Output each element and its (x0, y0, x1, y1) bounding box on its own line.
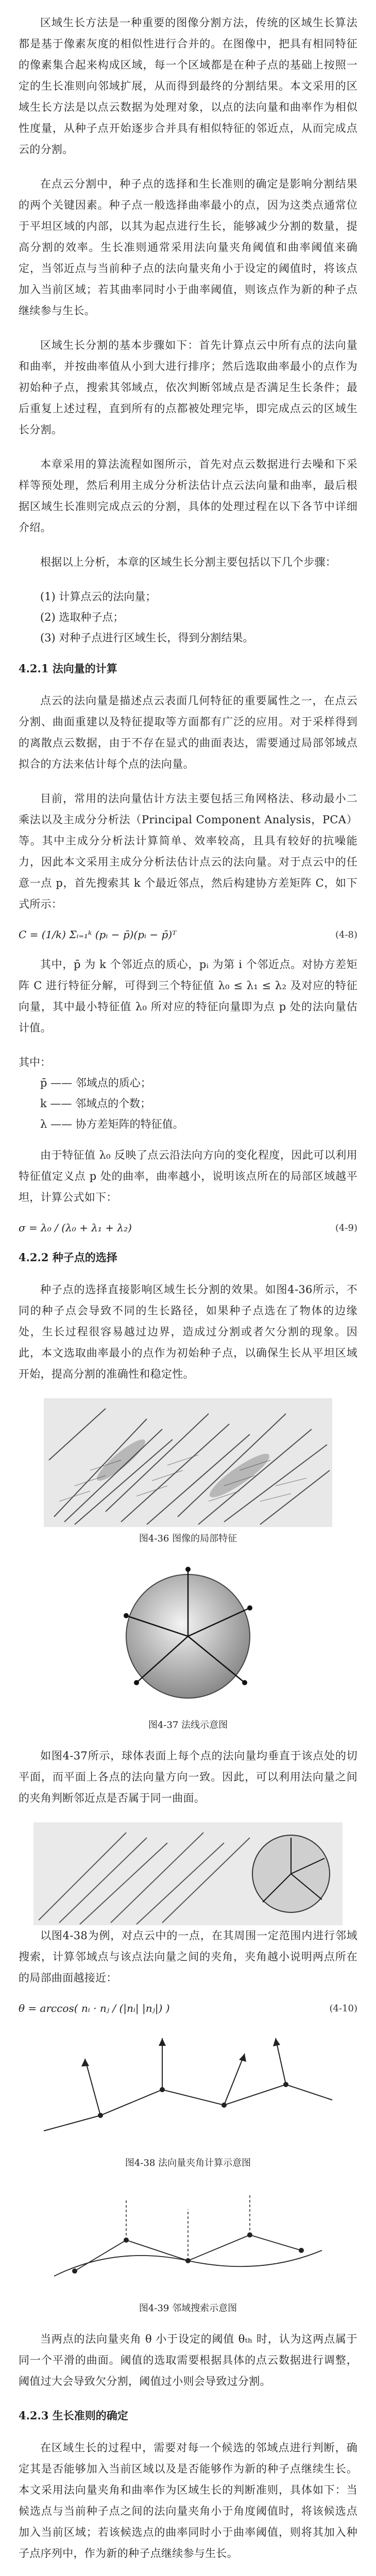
formula-expression: θ = arccos( nᵢ · nⱼ / (|nᵢ| |nⱼ|) ) (19, 2002, 170, 2014)
list-item: k —— 邻域点的个数； (40, 1097, 151, 1110)
paragraph: 其中，p̄ 为 k 个邻近点的质心，pᵢ 为第 i 个邻近点。对协方差矩阵 C 进行特征分解，可得到三个特征值 λ₀ ≤ λ₁ ≤ λ₂ 及对应的特征向量，其中最小特征值 λ₀ 所对应的特征向量即为点 p 处的法向量估计值。 (19, 958, 357, 1034)
neighborhood-search-diagram (44, 2183, 332, 2297)
where-list (0, 1052, 376, 1134)
paragraph: 根据以上分析，本章的区域生长分割主要包括以下几个步骤： (40, 556, 337, 568)
sphere-normals-diagram (95, 1559, 281, 1714)
paragraph: 在点云分割中，种子点的选择和生长准则的确定是影响分割结果的两个关键因素。种子点一般选择曲率最小的点，因为这类点通常位于平坦区域的内部，以其为起点进行生长，能够减少分割的数量，提高分割的效率。生长准则通常采用法向量夹角阈值和曲率阈值来确定，当邻近点与当前种子点的法向量夹角小于设定的阈值时，将该点加入当前区域；若其曲率同时小于曲率阈值，则该点作为新的种子点继续参与生长。 (19, 178, 357, 317)
formula-number: (4-8) (335, 929, 357, 940)
section-heading: 4.2.1 法向量的计算 (19, 662, 117, 675)
paragraph: 由于特征值 λ₀ 反映了点云沿法向方向的变化程度，因此可以利用特征值定义点 p 处的曲率，曲率越小，说明该点所在的局部区域越平坦，计算公式如下： (19, 1149, 357, 1204)
paragraph: 本章采用的算法流程如图所示，首先对点云数据进行去噪和下采样等预处理，然后利用主成分分析法估计点云法向量和曲率，最后根据区域生长准则完成点云的分割，具体的处理过程在以下各节中详细介绍。 (19, 458, 357, 534)
formula-covariance (0, 928, 376, 941)
formula-curvature (0, 1222, 376, 1234)
paragraph: 以图4-38为例，对点云中的一点，在其周围一定范围内进行邻域搜索，计算邻域点与该点法向量之间的夹角，夹角越小说明两点所在的局部曲面越接近： (19, 1929, 357, 1984)
normal-angle-diagram (28, 2028, 348, 2151)
formula-number: (4-9) (335, 1222, 357, 1233)
paragraph: 种子点的选择直接影响区域生长分割的效果。如图4-36所示，不同的种子点会导致不同的生长路径，如果种子点选在了物体的边缘处，生长过程很容易越过边界，造成过分割或者欠分割的现象。因此，本文选取曲率最小的点作为初始种子点，以确保生长从平坦区域开始，提高分割的准确性和稳定性。 (19, 1283, 357, 1380)
section-heading: 4.2.2 种子点的选择 (19, 1251, 117, 1264)
formula-number: (4-10) (329, 2003, 357, 2014)
list-item: (2) 选取种子点； (40, 611, 124, 623)
paragraph: 如图4-37所示，球体表面上每个点的法向量均垂直于该点处的切平面，而平面上各点的法向量方向一致。因此，可以利用法向量之间的夹角判断邻近点是否属于同一曲面。 (19, 1750, 357, 1804)
list-item: p̄ —— 邻域点的质心； (40, 1077, 151, 1089)
texture-with-sphere-image (33, 1822, 343, 1925)
where-label: 其中： (19, 1056, 51, 1069)
section-heading: 4.2.3 生长准则的确定 (19, 2409, 128, 2422)
figure-caption: 图4-38 法向量夹角计算示意图 (125, 2158, 251, 2168)
formula-expression: C = (1/k) Σᵢ₌₁ᵏ (pᵢ − p̄)(pᵢ − p̄)ᵀ (19, 928, 177, 941)
list-item: (1) 计算点云的法向量； (40, 590, 157, 603)
figure-caption: 图4-36 图像的局部特征 (139, 1533, 237, 1544)
paragraph: 当两点的法向量夹角 θ 小于设定的阈值 θₜₕ 时，认为这两点属于同一个平滑的曲面。阈值的选取需要根据具体的点云数据进行调整，阈值过大会导致欠分割，阈值过小则会导致过分割。 (19, 2333, 357, 2387)
feather-texture-image (44, 1398, 332, 1527)
list-item: λ —— 协方差矩阵的特征值。 (40, 1118, 184, 1130)
paragraph: 在区域生长的过程中，需要对每一个候选的邻域点进行判断，确定其是否能够加入当前区域以及是否能够作为新的种子点继续生长。本文采用法向量夹角和曲率作为区域生长的判断准则，具体如下：当候选点与当前种子点之间的法向量夹角小于角度阈值时，将该候选点加入当前区域；若该候选点的曲率同时小于曲率阈值，则将其加入种子点序列中，作为新的种子点继续参与生长。 (19, 2442, 357, 2560)
figure-caption: 图4-37 法线示意图 (148, 1720, 228, 1731)
step-list (0, 586, 376, 648)
figure-caption: 图4-39 邻域搜索示意图 (139, 2303, 237, 2314)
formula-expression: σ = λ₀ / (λ₀ + λ₁ + λ₂) (19, 1222, 132, 1234)
list-item: (3) 对种子点进行区域生长，得到分割结果。 (40, 632, 254, 644)
paragraph: 点云的法向量是描述点云表面几何特征的重要属性之一，在点云分割、曲面重建以及特征提取等方面都有广泛的应用。对于采样得到的离散点云数据，由于不存在显式的曲面表达，需要通过局部邻域点拟合的方法来估计每个点的法向量。 (19, 694, 357, 770)
formula-angle (0, 2002, 376, 2014)
paragraph: 区域生长方法是一种重要的图像分割方法，传统的区域生长算法都是基于像素灰度的相似性进行合并的。在图像中，把具有相同特征的像素集合起来构成区域，每一个区域都是在种子点的基础上按照一定的生长准则向邻域扩展，从而得到最终的分割结果。本文采用的区域生长方法是以点云数据为处理对象，以点的法向量和曲率作为相似性度量，从种子点开始逐步合并具有相似特征的邻近点，从而完成点云的分割。 (19, 16, 357, 156)
paragraph: 区域生长分割的基本步骤如下：首先计算点云中所有点的法向量和曲率，并按曲率值从小到大进行排序；然后选取曲率最小的点作为初始种子点，搜索其邻域点，依次判断邻域点是否满足生长条件；最后重复上述过程，直到所有的点都被处理完毕，即完成点云的区域生长分割。 (19, 339, 357, 436)
paragraph: 目前，常用的法向量估计方法主要包括三角网格法、移动最小二乘法以及主成分分析法（Principal Component Analysis，PCA）等。其中主成分分析法计算简单、效率较高，且具有较好的抗噪能力，因此本文采用主成分分析法估计点云的法向量。对于点云中的任意一点 p，首先搜索其 k 个最近邻点，然后构建协方差矩阵 C，如下式所示： (19, 792, 357, 910)
